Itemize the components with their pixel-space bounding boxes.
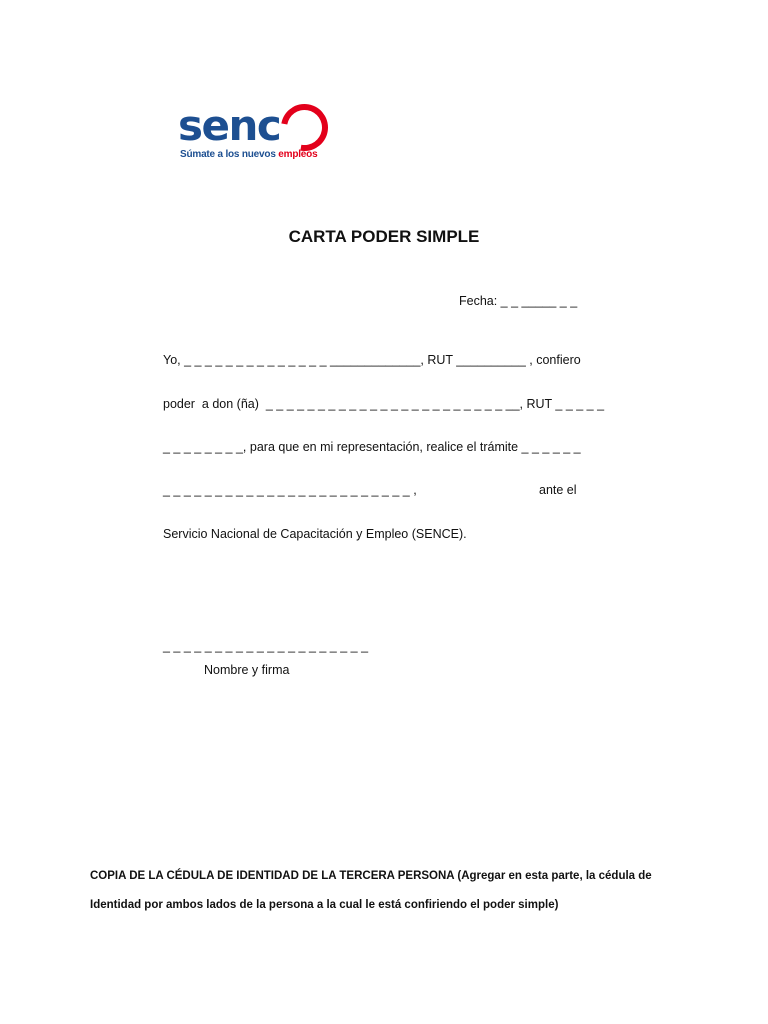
body-line-4: _ _ _ _ _ _ _ _ _ _ _ _ _ _ _ _ _ _ _ _ _ _ _ _ , [163, 483, 417, 497]
logo-tagline-main: Súmate a los nuevos [180, 149, 279, 160]
document-title: CARTA PODER SIMPLE [288, 227, 480, 246]
signature-line: _ _ _ _ _ _ _ _ _ _ _ _ _ _ _ _ _ _ _ _ [163, 639, 369, 653]
ante-el-text: ante el [539, 483, 577, 497]
id-copy-note-line-1: COPIA DE LA CÉDULA DE IDENTIDAD DE LA TERCERA PERSONA (Agregar en esta parte, la cédula de [90, 870, 652, 882]
id-copy-note-line-2: Identidad por ambos lados de la persona a la cual le está confiriendo el poder simple) [90, 899, 559, 911]
logo-tagline-accent: empleos [278, 149, 318, 160]
sence-logo [178, 100, 330, 166]
logo-tagline [180, 149, 317, 160]
signature-label: Nombre y firma [204, 663, 290, 677]
body-line-3: _ _ _ _ _ _ _ _, para que en mi representación, realice el trámite _ _ _ _ _ _ [163, 440, 581, 454]
logo-wordmark: senc [178, 101, 281, 150]
body-line-5: Servicio Nacional de Capacitación y Empleo (SENCE). [163, 527, 467, 541]
body-line-1: Yo, _ _ _ _ _ _ _ _ _ _ _ _ _ _ _____________, RUT __________ , confiero [163, 353, 581, 367]
body-line-2: poder a don (ña) _ _ _ _ _ _ _ _ _ _ _ _ _ _ _ _ _ _ _ _ _ _ _ __, RUT _ _ _ _ _ [163, 397, 605, 411]
date-line: Fecha: _ _ _____ _ _ [459, 294, 578, 308]
